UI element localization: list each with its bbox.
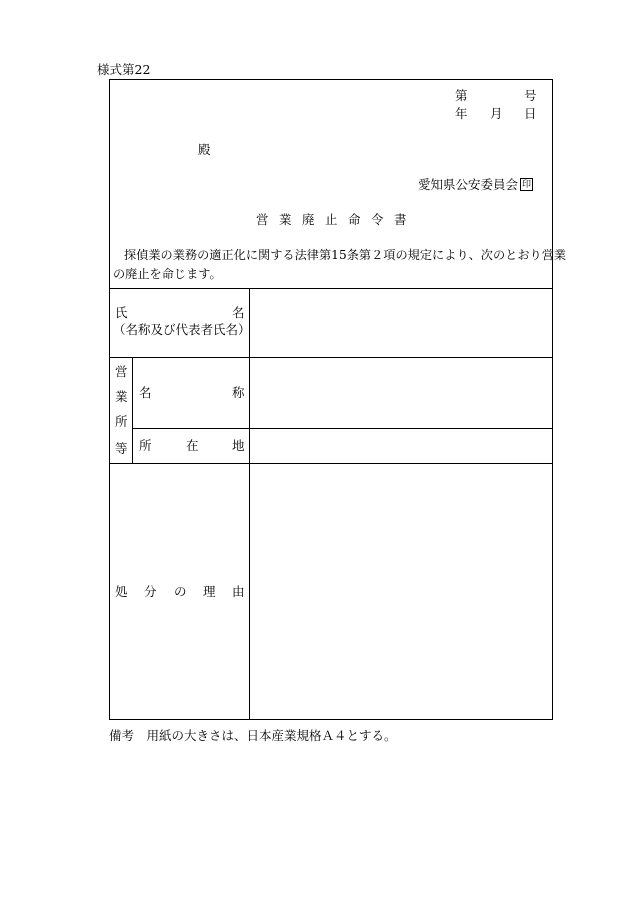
title-char-4: 止: [325, 212, 338, 227]
reason-char-2: 分: [144, 584, 157, 599]
table-line-office-bottom: [109, 463, 553, 464]
number-suffix: 号: [524, 88, 537, 103]
table-line-office-divider: [132, 357, 133, 463]
office-location-char-2: 在: [186, 438, 199, 453]
date-day: 日: [524, 106, 537, 121]
name-sub-label: （名称及び代表者氏名）: [113, 322, 251, 337]
title-char-5: 命: [348, 212, 361, 227]
date-month: 月: [490, 106, 503, 121]
reason-char-1: 処: [115, 584, 128, 599]
office-location-char-1: 所: [139, 438, 152, 453]
note: 備考 用紙の大きさは、日本産業規格Ａ４とする。: [109, 728, 397, 743]
form-number: 様式第22: [97, 62, 151, 77]
reason-char-5: 由: [232, 584, 245, 599]
table-line-name-bottom: [109, 357, 553, 358]
office-char-1: 営: [115, 364, 128, 379]
number-prefix: 第: [455, 88, 468, 103]
office-location-char-3: 地: [232, 438, 245, 453]
name-label-char-2: 名: [232, 305, 245, 320]
title-char-1: 営: [256, 212, 269, 227]
title-char-6: 令: [371, 212, 384, 227]
title-char-2: 業: [279, 212, 292, 227]
office-name-char-1: 名: [139, 385, 152, 400]
office-char-4: 等: [115, 441, 128, 456]
office-char-3: 所: [115, 414, 128, 429]
table-line-office-mid: [132, 428, 553, 429]
date-year: 年: [455, 106, 468, 121]
name-label-char-1: 氏: [115, 305, 128, 320]
office-name-char-2: 称: [232, 385, 245, 400]
reason-char-4: 理: [203, 584, 216, 599]
seal-char: 印: [521, 180, 531, 190]
title-char-7: 書: [394, 212, 407, 227]
issuer: 愛知県公安委員会: [418, 177, 519, 192]
body-line-1: 探偵業の業務の適正化に関する法律第15条第２項の規定により、次のとおり営業: [124, 248, 567, 262]
office-char-2: 業: [115, 389, 128, 404]
reason-char-3: の: [174, 584, 187, 599]
form-frame: [109, 79, 553, 720]
seal-mark: [520, 178, 533, 191]
table-line-top: [109, 288, 553, 289]
table-line-column-divider: [249, 288, 250, 720]
title-char-3: 廃: [302, 212, 315, 227]
body-line-2: の廃止を命じます。: [113, 267, 222, 281]
addressee-suffix: 殿: [198, 142, 211, 157]
